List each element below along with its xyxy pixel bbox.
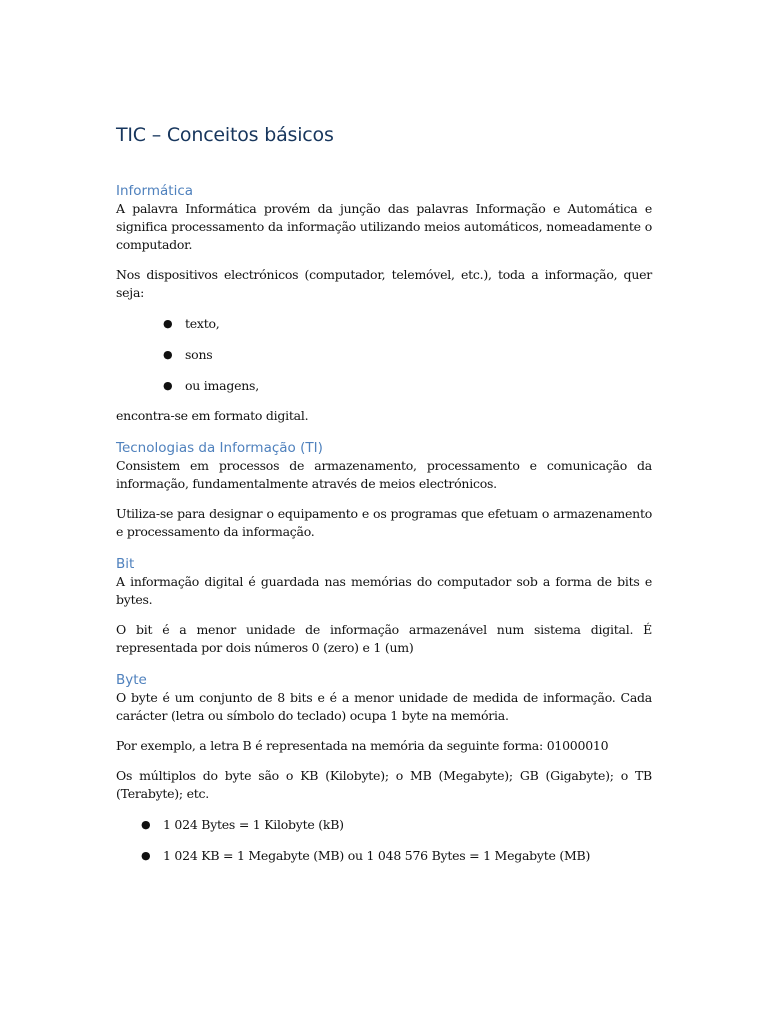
paragraph: Os múltiplos do byte são o KB (Kilobyte); o MB (Megabyte); GB (Gigabyte); o TB (Terabyte); etc.: [116, 768, 652, 801]
bullet-icon: ●: [141, 849, 151, 862]
bullet-icon: ●: [163, 379, 173, 392]
heading-informatica: Informática: [116, 183, 194, 199]
paragraph: Consistem em processos de armazenamento, processamento e comunicação da informação, fundamentalmente através de meios electrónicos.: [116, 458, 652, 491]
bullet-icon: ●: [163, 317, 173, 330]
bullet-list: [141, 816, 652, 865]
paragraph: A informação digital é guardada nas memórias do computador sob a forma de bits e bytes.: [116, 574, 652, 607]
list-item: [141, 847, 652, 865]
paragraph: Por exemplo, a letra B é representada na memória da seguinte forma: 01000010: [116, 738, 609, 753]
paragraph: Nos dispositivos electrónicos (computador, telemóvel, etc.), toda a informação, quer seja:: [116, 267, 652, 300]
list-item-text: texto,: [185, 316, 220, 331]
heading-byte: Byte: [116, 672, 147, 688]
list-item-text: 1 024 Bytes = 1 Kilobyte (kB): [163, 817, 344, 832]
list-item-text: sons: [185, 347, 213, 362]
list-item: [163, 377, 652, 395]
list-item-text: 1 024 KB = 1 Megabyte (MB) ou 1 048 576 Bytes = 1 Megabyte (MB): [163, 848, 591, 863]
bullet-list: [163, 315, 652, 395]
paragraph: O bit é a menor unidade de informação armazenável num sistema digital. É representada por dois números 0 (zero) e 1 (um): [116, 622, 652, 655]
list-item-text: ou imagens,: [185, 378, 259, 393]
document-content: [116, 124, 652, 865]
heading-bit: Bit: [116, 556, 135, 572]
paragraph: O byte é um conjunto de 8 bits e é a menor unidade de medida de informação. Cada carácter (letra ou símbolo do teclado) ocupa 1 byte na memória.: [116, 690, 652, 723]
bullet-icon: ●: [141, 818, 151, 831]
list-item: [163, 346, 652, 364]
page-title: TIC – Conceitos básicos: [116, 124, 334, 146]
paragraph: encontra-se em formato digital.: [116, 408, 309, 423]
list-item: [163, 315, 652, 333]
bullet-icon: ●: [163, 348, 173, 361]
list-item: [141, 816, 652, 834]
paragraph: A palavra Informática provém da junção das palavras Informação e Automática e significa processamento da informação utilizando meios automáticos, nomeadamente o computador.: [116, 201, 652, 252]
heading-ti: Tecnologias da Informação (TI): [116, 440, 323, 456]
paragraph: Utiliza-se para designar o equipamento e os programas que efetuam o armazenamento e processamento da informação.: [116, 506, 652, 539]
